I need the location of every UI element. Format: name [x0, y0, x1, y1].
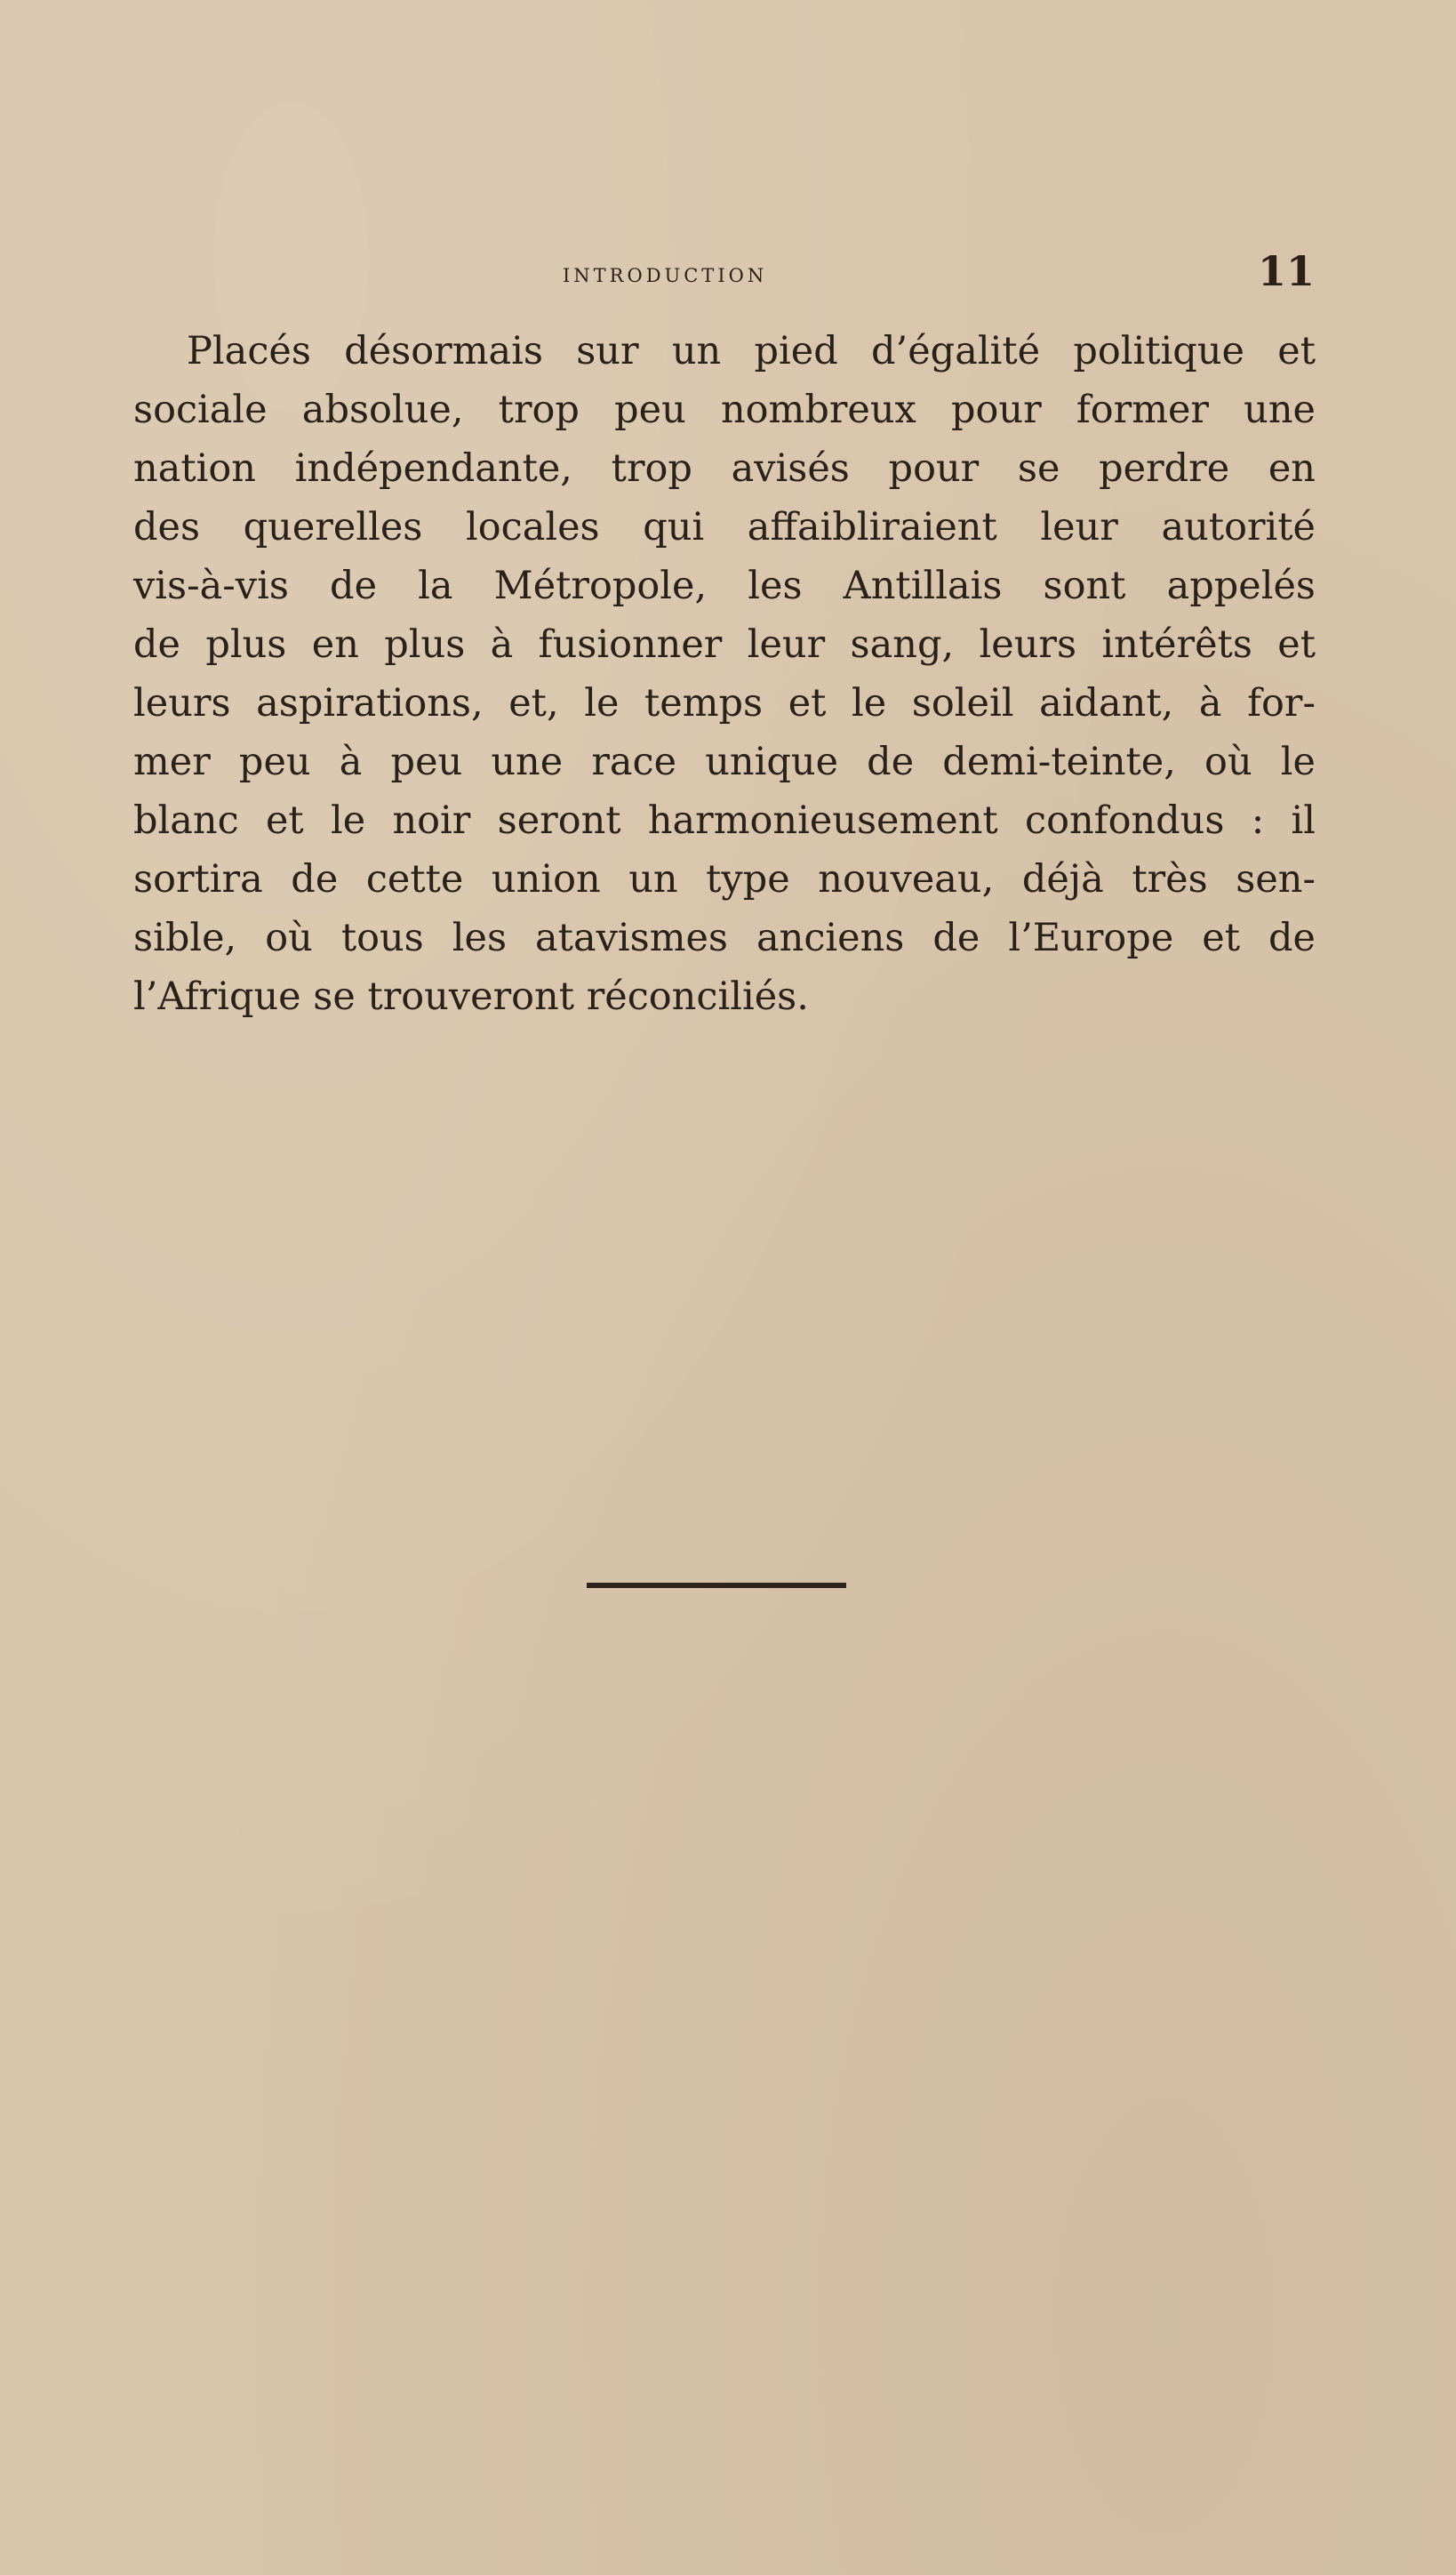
page-number: 11 [1258, 247, 1316, 295]
text-line: blanc et le noir seront harmonieusement confondus : il [133, 798, 1316, 843]
section-end-rule [587, 1583, 846, 1588]
text-line: nation indépendante, trop avisés pour se perdre en [133, 446, 1316, 491]
text-line: vis-à-vis de la Métropole, les Antillais sont appelés [133, 564, 1316, 608]
text-line: des querelles locales qui affaibliraient leur autorité [133, 505, 1316, 549]
text-line: leurs aspirations, et, le temps et le soleil aidant, à for- [133, 681, 1316, 726]
text-line: sortira de cette union un type nouveau, déjà très sen- [133, 857, 1316, 902]
text-line: sociale absolue, trop peu nombreux pour former une [133, 388, 1316, 432]
text-line: mer peu à peu une race unique de demi-teinte, où le [133, 740, 1316, 784]
running-head [0, 247, 1456, 301]
running-head-title: introduction [563, 258, 768, 289]
text-line: Placés désormais sur un pied d’égalité politique et [187, 329, 1316, 373]
text-line: sible, où tous les atavismes anciens de l’Europe et de [133, 916, 1316, 960]
body-paragraph [133, 322, 1316, 1026]
text-line: de plus en plus à fusionner leur sang, leurs intérêts et [133, 622, 1316, 667]
text-line: l’Afrique se trouveront réconciliés. [133, 975, 809, 1019]
